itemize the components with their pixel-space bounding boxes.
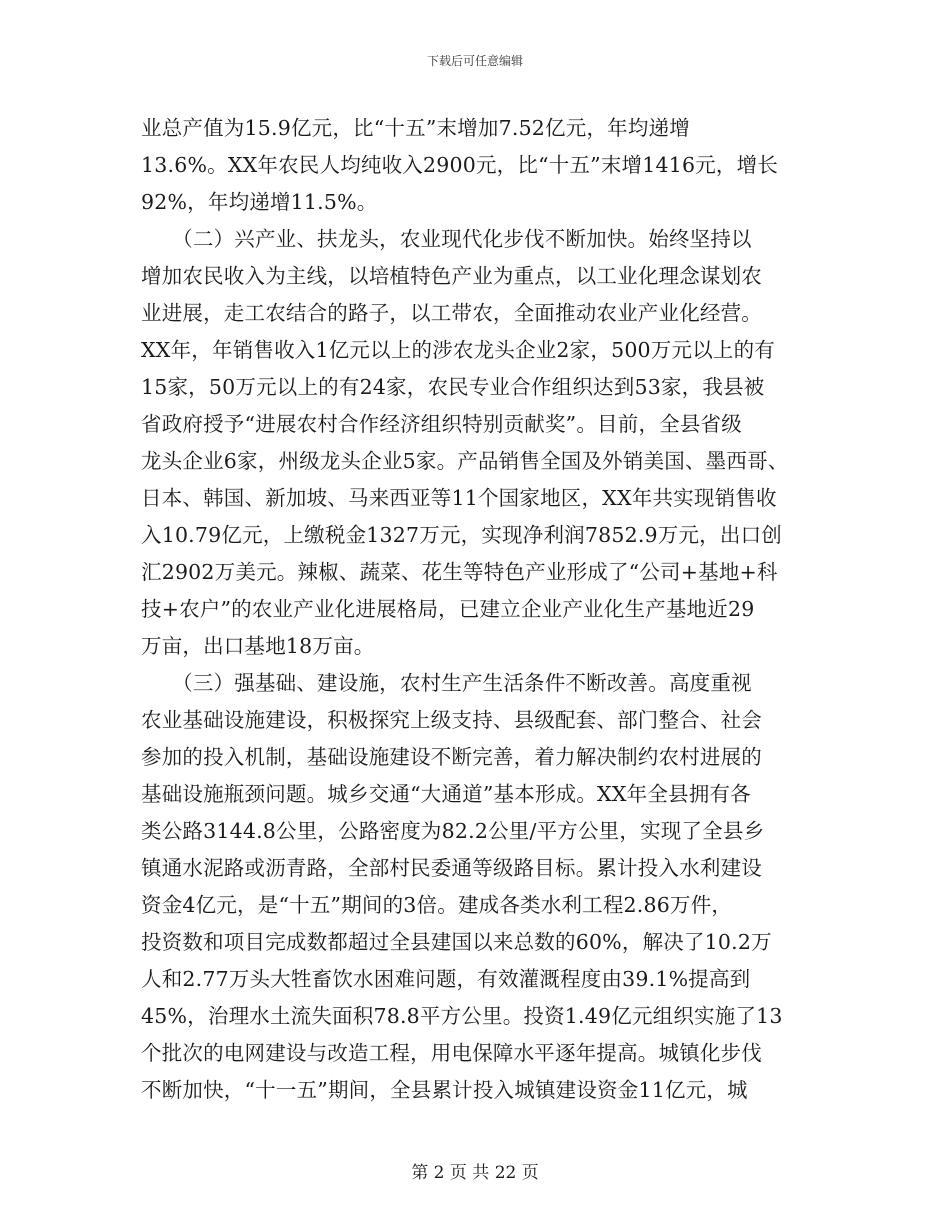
text-line: 增加农民收入为主线，以培植特色产业为重点，以工业化理念谋划农 bbox=[141, 264, 762, 288]
text-line: 万亩，出口基地18万亩。 bbox=[141, 634, 375, 658]
text-line: 个批次的电网建设与改造工程，用电保障水平逐年提高。城镇化步伐 bbox=[141, 1041, 762, 1065]
text-line: 业进展，走工农结合的路子，以工带农，全面推动农业产业化经营。 bbox=[141, 301, 762, 325]
text-line: 类公路3144.8公里，公路密度为82.2公里/平方公里，实现了全县乡 bbox=[141, 819, 765, 843]
text-line: 技+农户”的农业产业化进展格局，已建立企业产业化生产基地近29 bbox=[141, 597, 755, 621]
text-line: 投资数和项目完成数都超过全县建国以来总数的60%，解决了10.2万 bbox=[141, 930, 772, 954]
text-line: 镇通水泥路或沥青路，全部村民委通等级路目标。累计投入水利建设 bbox=[141, 856, 762, 880]
text-line: 汇2902万美元。辣椒、蔬菜、花生等特色产业形成了“公司+基地+科 bbox=[141, 560, 778, 584]
text-line: 不断加快，“十一五”期间，全县累计投入城镇建设资金11亿元，城 bbox=[141, 1078, 748, 1102]
text-line: 入10.79亿元，上缴税金1327万元，实现净利润7852.9万元，出口创 bbox=[141, 523, 782, 547]
text-line: 人和2.77万头大牲畜饮水困难问题，有效灌溉程度由39.1%提高到 bbox=[141, 967, 751, 991]
text-line: 业总产值为15.9亿元，比“十五”末增加7.52亿元，年均递增 bbox=[141, 116, 690, 140]
document-body bbox=[141, 110, 821, 1109]
text-line: 资金4亿元，是“十五”期间的3倍。建成各类水利工程2.86万件， bbox=[141, 893, 733, 917]
text-line: 基础设施瓶颈问题。城乡交通“大通道”基本形成。XX年全县拥有各 bbox=[141, 782, 751, 806]
text-line: （二）兴产业、扶龙头，农业现代化步伐不断加快。始终坚持以 bbox=[141, 227, 752, 251]
text-line: （三）强基础、建设施，农村生产生活条件不断改善。高度重视 bbox=[141, 671, 752, 695]
text-line: 龙头企业6家，州级龙头企业5家。产品销售全国及外销美国、墨西哥、 bbox=[141, 449, 789, 473]
text-line: 参加的投入机制，基础设施建设不断完善，着力解决制约农村进展的 bbox=[141, 745, 762, 769]
text-line: XX年，年销售收入1亿元以上的涉农龙头企业2家，500万元以上的有 bbox=[141, 338, 776, 362]
page-number: 第 2 页 共 22 页 bbox=[411, 1163, 539, 1183]
text-line: 92%，年均递增11.5%。 bbox=[141, 190, 378, 214]
text-line: 农业基础设施建设，积极探究上级支持、县级配套、部门整合、社会 bbox=[141, 708, 762, 732]
text-line: 日本、韩国、新加坡、马来西亚等11个国家地区，XX年共实现销售收 bbox=[141, 486, 777, 510]
text-line: 15家，50万元以上的有24家，农民专业合作组织达到53家，我县被 bbox=[141, 375, 765, 399]
text-line: 省政府授予“进展农村合作经济组织特别贡献奖”。目前，全县省级 bbox=[141, 412, 742, 436]
text-line: 13.6%。XX年农民人均纯收入2900元，比“十五”末增1416元，增长 bbox=[141, 153, 779, 177]
page-header-note: 下载后可任意编辑 bbox=[426, 54, 523, 68]
text-line: 45%，治理水土流失面积78.8平方公里。投资1.49亿元组织实施了13 bbox=[141, 1004, 783, 1028]
